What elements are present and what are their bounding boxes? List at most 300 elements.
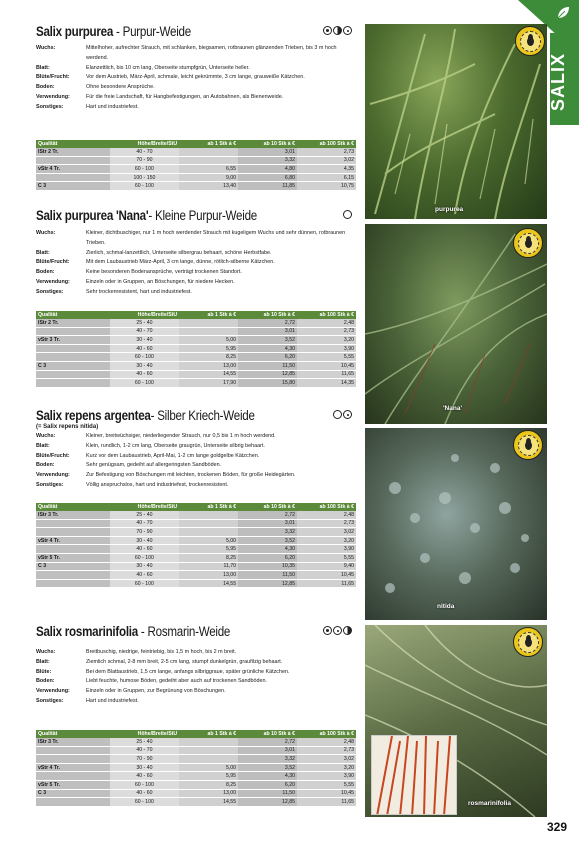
table-cell: 5,00	[179, 336, 238, 345]
table-row	[36, 361, 356, 370]
table-row	[36, 319, 356, 327]
table-cell: 60 - 100	[110, 798, 179, 807]
product-section-repens	[36, 408, 356, 423]
table-cell: 3,32	[238, 156, 297, 165]
table-row	[36, 553, 356, 562]
description-value: Einzeln oder in Gruppen, an Böschungen, für niedere Hecken.	[86, 278, 235, 285]
description-row	[36, 648, 356, 658]
description-row	[36, 452, 356, 462]
table-cell	[179, 755, 238, 764]
table-cell: 2,48	[297, 511, 356, 519]
table-cell: 4,80	[238, 165, 297, 174]
description-label: Boden:	[36, 84, 55, 91]
table-cell: 3,90	[297, 344, 356, 353]
table-cell: 25 - 40	[110, 511, 179, 519]
table-cell: C 3	[36, 562, 110, 571]
table-cell: 2,73	[297, 327, 356, 336]
table-row	[36, 327, 356, 336]
sun-full-icon	[323, 626, 332, 635]
table-cell: 3,01	[238, 746, 297, 755]
page-number: 329	[547, 820, 568, 834]
table-cell: 6,15	[297, 173, 356, 182]
table-row	[36, 746, 356, 755]
table-cell	[179, 511, 238, 519]
table-row	[36, 528, 356, 537]
table-cell	[36, 528, 110, 537]
table-header-cell: ab 1 Stk à €	[179, 730, 238, 738]
description-row	[36, 73, 356, 83]
table-cell: 3,20	[297, 536, 356, 545]
table-header-cell: Höhe/Breite/StU	[110, 140, 179, 148]
table-cell: 60 - 100	[110, 553, 179, 562]
description-row	[36, 481, 356, 491]
table-cell	[36, 344, 110, 353]
table-cell: 9,00	[179, 173, 238, 182]
description-row	[36, 103, 356, 113]
product-section-purpurea	[36, 24, 356, 39]
table-cell: 13,40	[179, 182, 238, 191]
table-cell: 70 - 90	[110, 528, 179, 537]
table-cell: 5,00	[179, 763, 238, 772]
table-cell: 40 - 70	[110, 148, 179, 156]
photo-rosmarinifolia	[365, 625, 547, 817]
table-cell: 5,95	[179, 772, 238, 781]
table-cell: 10,75	[297, 182, 356, 191]
description-value: Sehr genügsam, gedeiht auf allergeringsten Sandböden.	[86, 462, 222, 469]
sun-full-icon	[323, 26, 332, 35]
table-cell: 13,00	[179, 361, 238, 370]
description-value: Sehr trockenresistent, hart und industriefest.	[86, 288, 192, 295]
description-row	[36, 83, 356, 93]
table-cell: 40 - 60	[110, 344, 179, 353]
product-section-rosmarinifolia	[36, 624, 356, 639]
table-cell: 30 - 40	[110, 763, 179, 772]
description-row	[36, 461, 356, 471]
description-row	[36, 93, 356, 103]
table-cell: 3,52	[238, 536, 297, 545]
description-label: Verwendung:	[36, 688, 70, 695]
table-cell: 8,25	[179, 553, 238, 562]
light-icons	[343, 210, 352, 219]
description-label: Wuchs:	[36, 45, 56, 51]
description-value: Elanzettlich, bis 10 cm lang, Oberseite stumpfgrün, Unterseite heller.	[86, 64, 250, 71]
description-label: Blüte/Frucht:	[36, 259, 70, 266]
light-icons	[323, 626, 352, 635]
table-header-cell: ab 100 Stk à €	[297, 730, 356, 738]
product-description	[36, 229, 356, 298]
table-cell: vStr 5 Tr.	[36, 780, 110, 789]
table-cell: lStr 2 Tr.	[36, 148, 110, 156]
table-row	[36, 353, 356, 362]
sun-dot-icon	[333, 626, 342, 635]
description-value: Mittelhoher, aufrechter Strauch, mit schlanken, biegsamen, rotbraunen glänzenden Trieben, bis 3 m hoch werdend.	[86, 45, 337, 61]
description-label: Blatt:	[36, 442, 50, 449]
table-cell: 2,73	[297, 746, 356, 755]
price-table	[36, 140, 356, 191]
table-cell	[36, 379, 110, 388]
table-cell: 14,35	[297, 379, 356, 388]
price-table	[36, 730, 356, 807]
description-label: Blatt:	[36, 64, 50, 71]
table-header-cell: Qualität	[36, 730, 110, 738]
description-value: Kleiner, dichtbuschiger, nur 1 m hoch werdender Strauch mit kugeligem Wuchs und sehr dünnen, rotbraunen Trieben.	[86, 230, 346, 246]
table-cell: 2,73	[297, 519, 356, 528]
table-cell: 2,73	[297, 148, 356, 156]
description-label: Wuchs:	[36, 230, 56, 236]
description-value: Hart und industriefest.	[86, 697, 139, 704]
table-cell: vStr 3 Tr.	[36, 336, 110, 345]
table-row	[36, 772, 356, 781]
description-row	[36, 677, 356, 687]
product-description	[36, 648, 356, 707]
description-row	[36, 44, 356, 64]
table-cell	[36, 173, 110, 182]
description-label: Boden:	[36, 678, 55, 685]
description-value: Ziemlich schmal, 2-8 mm breit, 2-5 cm lang, stumpf dunkelgrün, graufilzig behaart.	[86, 658, 283, 665]
table-cell: 40 - 60	[110, 545, 179, 554]
table-cell: 14,55	[179, 370, 238, 379]
table-cell: 12,85	[238, 579, 297, 588]
sun-empty-icon	[333, 410, 342, 419]
table-cell	[36, 746, 110, 755]
table-cell	[179, 519, 238, 528]
table-row	[36, 519, 356, 528]
description-row	[36, 432, 356, 442]
table-header-row	[36, 311, 356, 319]
description-label: Verwendung:	[36, 278, 70, 285]
product-title: Salix purpurea 'Nana'- Kleine Purpur-Weide	[36, 208, 257, 223]
table-cell: 60 - 100	[110, 780, 179, 789]
table-cell: 3,01	[238, 327, 297, 336]
table-cell: 11,85	[238, 182, 297, 191]
table-cell: 4,30	[238, 344, 297, 353]
table-cell: 100 - 150	[110, 173, 179, 182]
table-row	[36, 536, 356, 545]
table-cell: 6,20	[238, 553, 297, 562]
table-header-cell: ab 100 Stk à €	[297, 140, 356, 148]
description-label: Blüte/Frucht:	[36, 74, 70, 81]
table-cell: vStr 4 Tr.	[36, 165, 110, 174]
table-header-cell: Höhe/Breite/StU	[110, 730, 179, 738]
table-header-cell: ab 100 Stk à €	[297, 503, 356, 511]
table-cell: 14,55	[179, 798, 238, 807]
description-row	[36, 258, 356, 268]
table-cell	[179, 319, 238, 327]
description-row	[36, 471, 356, 481]
table-cell: 60 - 100	[110, 379, 179, 388]
table-cell	[179, 156, 238, 165]
description-value: Ohne besondere Ansprüche.	[86, 84, 155, 91]
product-title: Salix repens argentea- Silber Kriech-Weide	[36, 408, 255, 423]
photo-nitida	[365, 428, 547, 620]
table-cell: 4,30	[238, 545, 297, 554]
description-row	[36, 442, 356, 452]
price-table	[36, 503, 356, 588]
photo-nana	[365, 224, 547, 424]
table-cell: 30 - 40	[110, 336, 179, 345]
table-cell	[179, 327, 238, 336]
description-label: Sonstiges:	[36, 288, 64, 295]
description-label: Wuchs:	[36, 433, 56, 439]
table-cell: 5,95	[179, 344, 238, 353]
table-row	[36, 156, 356, 165]
table-cell: 11,50	[238, 789, 297, 798]
table-header-cell: ab 10 Stk à €	[238, 140, 297, 148]
product-title: Salix purpurea - Purpur-Weide	[36, 24, 191, 39]
table-cell: C 3	[36, 182, 110, 191]
table-cell: 60 - 100	[110, 182, 179, 191]
table-cell: vStr 4 Tr.	[36, 536, 110, 545]
description-row	[36, 64, 356, 74]
sun-dot-icon	[343, 26, 352, 35]
table-cell	[179, 738, 238, 746]
description-label: Sonstiges:	[36, 103, 64, 110]
description-label: Blatt:	[36, 658, 50, 665]
table-cell: 2,48	[297, 738, 356, 746]
photo-caption: purpurea	[435, 206, 464, 213]
table-cell	[36, 370, 110, 379]
table-header-cell: ab 10 Stk à €	[238, 311, 297, 319]
table-row	[36, 511, 356, 519]
table-cell	[36, 772, 110, 781]
table-cell	[179, 148, 238, 156]
description-row	[36, 278, 356, 288]
table-cell: 12,85	[238, 798, 297, 807]
table-cell: 70 - 90	[110, 755, 179, 764]
photo-caption: 'Nana'	[443, 405, 462, 412]
table-cell: 5,55	[297, 353, 356, 362]
table-header-cell: ab 1 Stk à €	[179, 503, 238, 511]
table-cell: 4,35	[297, 165, 356, 174]
bee-badge-icon	[513, 430, 543, 460]
description-label: Verwendung:	[36, 472, 70, 479]
table-row	[36, 571, 356, 580]
description-label: Blüte/Frucht:	[36, 452, 70, 459]
table-cell: 6,20	[238, 353, 297, 362]
table-cell: 5,55	[297, 780, 356, 789]
table-row	[36, 579, 356, 588]
description-row	[36, 288, 356, 298]
description-label: Sonstiges:	[36, 481, 64, 488]
table-cell: 40 - 60	[110, 772, 179, 781]
table-row	[36, 789, 356, 798]
table-cell: 5,55	[297, 553, 356, 562]
photo-purpurea	[365, 24, 547, 219]
table-cell: 3,01	[238, 148, 297, 156]
description-row	[36, 658, 356, 668]
table-cell: 30 - 40	[110, 361, 179, 370]
table-cell: 30 - 40	[110, 536, 179, 545]
table-header-cell: ab 10 Stk à €	[238, 503, 297, 511]
table-row	[36, 545, 356, 554]
table-row	[36, 336, 356, 345]
table-cell: 40 - 60	[110, 370, 179, 379]
table-cell: 13,00	[179, 571, 238, 580]
table-cell: 3,32	[238, 755, 297, 764]
table-cell: 3,32	[238, 528, 297, 537]
table-header-cell: ab 100 Stk à €	[297, 311, 356, 319]
synonym-note: (= Salix repens nitida)	[36, 424, 99, 430]
description-row	[36, 697, 356, 707]
table-cell: 10,45	[297, 571, 356, 580]
table-cell: 9,40	[297, 562, 356, 571]
table-row	[36, 379, 356, 388]
table-cell	[36, 519, 110, 528]
description-value: Zur Befestigung von Böschungen mit leichten, trockenen Böden, für große Heidegärten.	[86, 472, 296, 479]
photo-caption: rosmarinifolia	[468, 800, 511, 807]
table-header-cell: Qualität	[36, 503, 110, 511]
sun-dot-icon	[343, 410, 352, 419]
table-header-cell: ab 10 Stk à €	[238, 730, 297, 738]
table-row	[36, 370, 356, 379]
table-cell: 3,02	[297, 156, 356, 165]
description-label: Sonstiges:	[36, 697, 64, 704]
table-row	[36, 562, 356, 571]
table-cell: vStr 5 Tr.	[36, 553, 110, 562]
table-cell	[179, 528, 238, 537]
table-cell: 70 - 90	[110, 156, 179, 165]
table-header-cell: Qualität	[36, 140, 110, 148]
bee-badge-icon	[513, 627, 543, 657]
table-cell	[36, 327, 110, 336]
table-cell: 25 - 40	[110, 738, 179, 746]
table-cell: 10,35	[238, 562, 297, 571]
table-cell	[36, 579, 110, 588]
description-row	[36, 249, 356, 259]
description-value: Kurz vor dem Laubaustrieb, April-Mai, 1-2 cm lange goldgelbe Kätzchen.	[86, 452, 260, 459]
table-row	[36, 344, 356, 353]
description-value: Hart und industriefest.	[86, 103, 139, 110]
description-row	[36, 229, 356, 249]
table-cell: 30 - 40	[110, 562, 179, 571]
product-description	[36, 432, 356, 491]
description-label: Blüte:	[36, 668, 52, 675]
description-row	[36, 268, 356, 278]
table-row	[36, 755, 356, 764]
sun-empty-icon	[343, 210, 352, 219]
description-label: Verwendung:	[36, 93, 70, 100]
light-icons	[323, 26, 352, 35]
bee-badge-icon	[515, 26, 545, 56]
leaf-icon	[555, 5, 571, 21]
description-value: Einzeln oder in Gruppen, zur Begrünung von Böschungen.	[86, 688, 226, 695]
table-cell	[36, 545, 110, 554]
table-header-row	[36, 730, 356, 738]
table-cell: 12,85	[238, 370, 297, 379]
table-cell: 8,25	[179, 780, 238, 789]
product-section-nana	[36, 208, 356, 223]
table-cell	[36, 156, 110, 165]
table-cell: 40 - 70	[110, 746, 179, 755]
table-cell	[36, 353, 110, 362]
table-cell: 3,02	[297, 528, 356, 537]
description-value: Keine besonderen Bodenansprüche, verträgt trockenen Standort.	[86, 269, 242, 276]
table-cell: 8,25	[179, 353, 238, 362]
table-cell	[36, 755, 110, 764]
side-tab-label: SALIX	[548, 53, 568, 112]
description-value: Liebt feuchte, humose Böden, gedeiht aber auch auf trockenen Sandböden.	[86, 678, 268, 685]
table-row	[36, 173, 356, 182]
description-label: Boden:	[36, 269, 55, 276]
table-cell: 2,72	[238, 319, 297, 327]
table-cell: 5,00	[179, 536, 238, 545]
table-cell: 2,72	[238, 738, 297, 746]
table-cell	[179, 746, 238, 755]
inset-photo	[371, 735, 457, 815]
description-value: Breitbuschig, niedrige, feintriebig, bis 1,5 m hoch, bis 2 m breit.	[86, 649, 237, 655]
table-cell: 3,01	[238, 519, 297, 528]
table-cell: 5,95	[179, 545, 238, 554]
table-cell: 25 - 40	[110, 319, 179, 327]
table-cell: 40 - 60	[110, 571, 179, 580]
table-cell: 11,65	[297, 370, 356, 379]
description-value: Bei dem Blattaustrieb, 1,5 cm lange, anfangs silbriggraue, später grünliche Kätzchen.	[86, 668, 290, 675]
table-row	[36, 738, 356, 746]
table-cell: lStr 2 Tr.	[36, 319, 110, 327]
table-cell: 10,45	[297, 789, 356, 798]
description-row	[36, 668, 356, 678]
table-cell: 13,00	[179, 789, 238, 798]
table-cell: 4,30	[238, 772, 297, 781]
table-header-cell: ab 1 Stk à €	[179, 311, 238, 319]
product-description	[36, 44, 356, 113]
light-icons	[333, 410, 352, 419]
table-cell: 6,55	[179, 165, 238, 174]
table-row	[36, 763, 356, 772]
table-cell: 14,55	[179, 579, 238, 588]
table-header-cell: ab 1 Stk à €	[179, 140, 238, 148]
table-cell: 3,02	[297, 755, 356, 764]
table-cell: vStr 4 Tr.	[36, 763, 110, 772]
description-value: Mit dem Laubaustrieb März-April, 3 cm lange, dünne, rötlich-silberne Kätzchen.	[86, 259, 275, 266]
description-row	[36, 687, 356, 697]
sun-half-icon	[343, 626, 352, 635]
description-value: Klein, rundlich, 1-2 cm lang, Oberseite graugrün, Unterseite silbrig behaart.	[86, 442, 265, 449]
table-cell: 10,45	[297, 361, 356, 370]
photo-caption: nitida	[437, 603, 455, 610]
table-row	[36, 148, 356, 156]
table-cell: 60 - 100	[110, 579, 179, 588]
table-cell: 6,80	[238, 173, 297, 182]
description-value: Für die freie Landschaft, für Hangbefestigungen, an Autobahnen, als Bienenweide.	[86, 93, 284, 100]
table-cell: 3,52	[238, 336, 297, 345]
table-cell: lStr 3 Tr.	[36, 738, 110, 746]
description-value: Zierlich, schmal-lanzettlich, Unterseite silbergrau behaart, schöne Herbstfabe.	[86, 249, 272, 256]
table-cell: 2,72	[238, 511, 297, 519]
table-cell: 60 - 100	[110, 165, 179, 174]
description-value: Kleiner, breitwüchsiger, niederliegender Strauch, nur 0,5 bis 1 m hoch werdend.	[86, 433, 276, 439]
sun-half-icon	[333, 26, 342, 35]
table-header-cell: Höhe/Breite/StU	[110, 311, 179, 319]
description-label: Wuchs:	[36, 649, 56, 655]
table-cell: 40 - 70	[110, 519, 179, 528]
table-cell: C 3	[36, 789, 110, 798]
table-cell: C 3	[36, 361, 110, 370]
table-cell: 3,52	[238, 763, 297, 772]
table-cell: 15,80	[238, 379, 297, 388]
table-header-cell: Höhe/Breite/StU	[110, 503, 179, 511]
table-cell: 6,20	[238, 780, 297, 789]
table-cell	[36, 571, 110, 580]
table-cell: 3,90	[297, 772, 356, 781]
description-value: Vor dem Austrieb, März-April, schmale, leicht gekrümmte, 3 cm lange, grauweiße Kätzchen.	[86, 74, 305, 81]
table-cell: 11,50	[238, 361, 297, 370]
table-row	[36, 780, 356, 789]
table-cell: 60 - 100	[110, 353, 179, 362]
table-cell	[36, 798, 110, 807]
table-header-row	[36, 503, 356, 511]
table-row	[36, 165, 356, 174]
